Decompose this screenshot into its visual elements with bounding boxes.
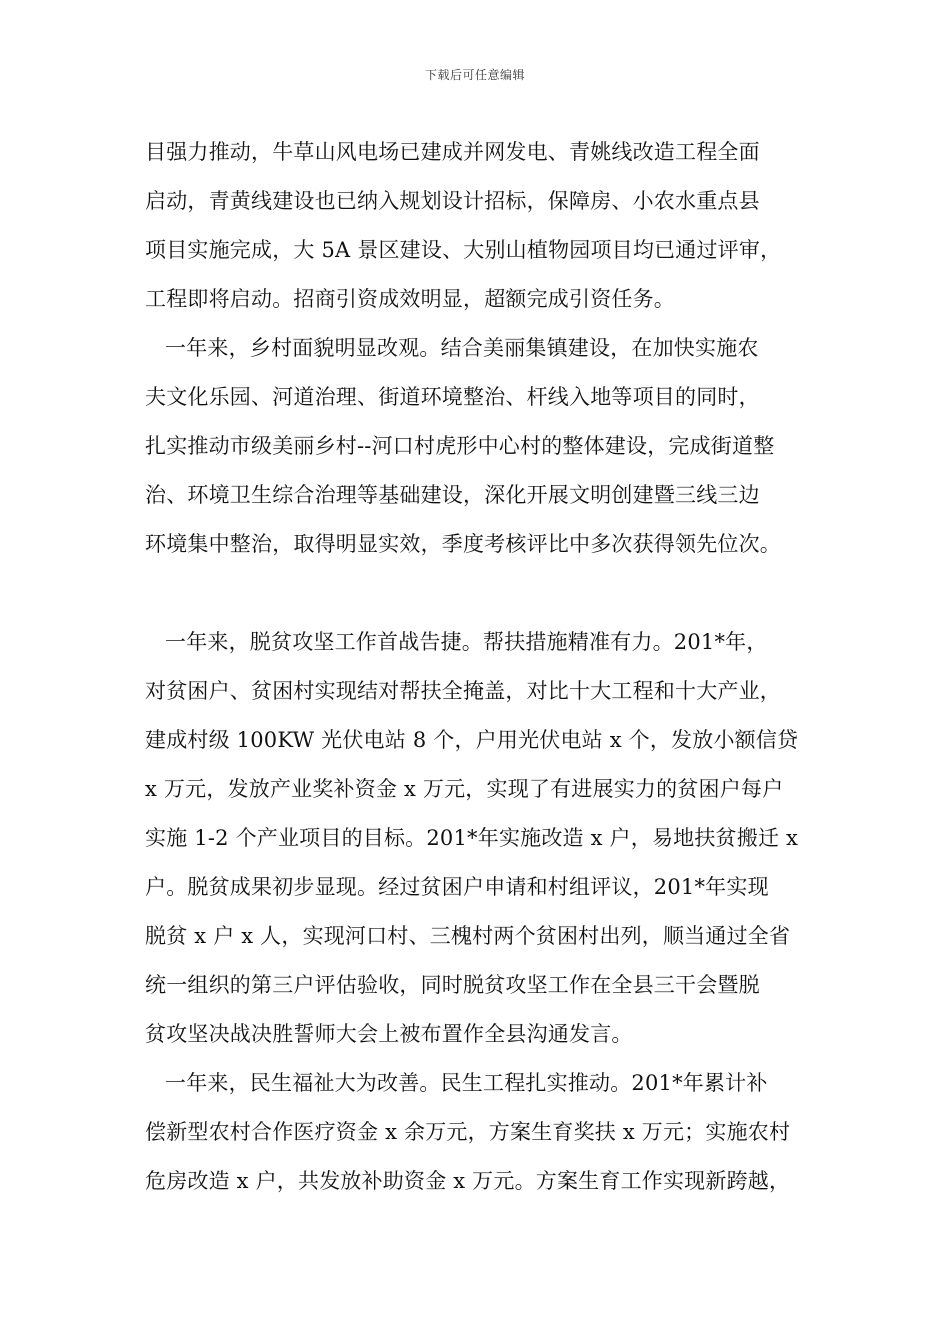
text-line: 偿新型农村合作医疗资金 x 余万元，方案生育奖扶 x 万元；实施农村 — [145, 1120, 791, 1144]
header-note: 下载后可任意编辑 — [424, 68, 525, 82]
text-line: x 万元，发放产业奖补资金 x 万元，实现了有进展实力的贫困户每户 — [145, 777, 784, 801]
paragraph-3 — [145, 618, 825, 1059]
paragraph-gap — [145, 569, 825, 618]
text-line: 一年来，脱贫攻坚工作首战告捷。帮扶措施精准有力。201*年， — [165, 630, 768, 654]
text-line: 项目实施完成，大 5A 景区建设、大别山植物园项目均已通过评审， — [145, 238, 782, 262]
text-line: 贫攻坚决战决胜誓师大会上被布置作全县沟通发言。 — [145, 1022, 633, 1046]
text-line: 危房改造 x 户，共发放补助资金 x 万元。方案生育工作实现新跨越， — [145, 1169, 791, 1193]
text-line: 环境集中整治，取得明显实效，季度考核评比中多次获得领先位次。 — [145, 532, 781, 556]
text-line: 统一组织的第三户评估验收，同时脱贫攻坚工作在全县三干会暨脱 — [145, 973, 760, 997]
paragraph-4 — [145, 1059, 825, 1206]
text-line: 治、环境卫生综合治理等基础建设，深化开展文明创建暨三线三边 — [145, 483, 760, 507]
text-line: 对贫困户、贫困村实现结对帮扶全掩盖，对比十大工程和十大产业， — [145, 679, 781, 703]
text-line: 建成村级 100KW 光伏电站 8 个，户用光伏电站 x 个，发放小额信贷 — [145, 728, 799, 752]
paragraph-1 — [145, 128, 825, 324]
text-line: 实施 1-2 个产业项目的目标。201*年实施改造 x 户，易地扶贫搬迁 x — [145, 826, 799, 850]
text-line: 户。脱贫成果初步显现。经过贫困户申请和村组评议，201*年实现 — [145, 875, 769, 899]
paragraph-2 — [145, 324, 825, 569]
text-line: 工程即将启动。招商引资成效明显，超额完成引资任务。 — [145, 287, 675, 311]
text-line: 夫文化乐园、河道治理、街道环境整治、杆线入地等项目的同时， — [145, 385, 760, 409]
text-line: 目强力推动，牛草山风电场已建成并网发电、青姚线改造工程全面 — [145, 140, 760, 164]
text-line: 扎实推动市级美丽乡村--河口村虎形中心村的整体建设，完成街道整 — [145, 434, 775, 458]
body-text — [145, 128, 825, 1206]
text-line: 一年来，民生福祉大为改善。民生工程扎实推动。201*年累计补 — [165, 1071, 768, 1095]
text-line: 启动，青黄线建设也已纳入规划设计招标，保障房、小农水重点县 — [145, 189, 760, 213]
text-line: 脱贫 x 户 x 人，实现河口村、三槐村两个贫困村出列，顺当通过全省 — [145, 924, 791, 948]
text-line: 一年来，乡村面貌明显改观。结合美丽集镇建设，在加快实施农 — [165, 336, 759, 360]
